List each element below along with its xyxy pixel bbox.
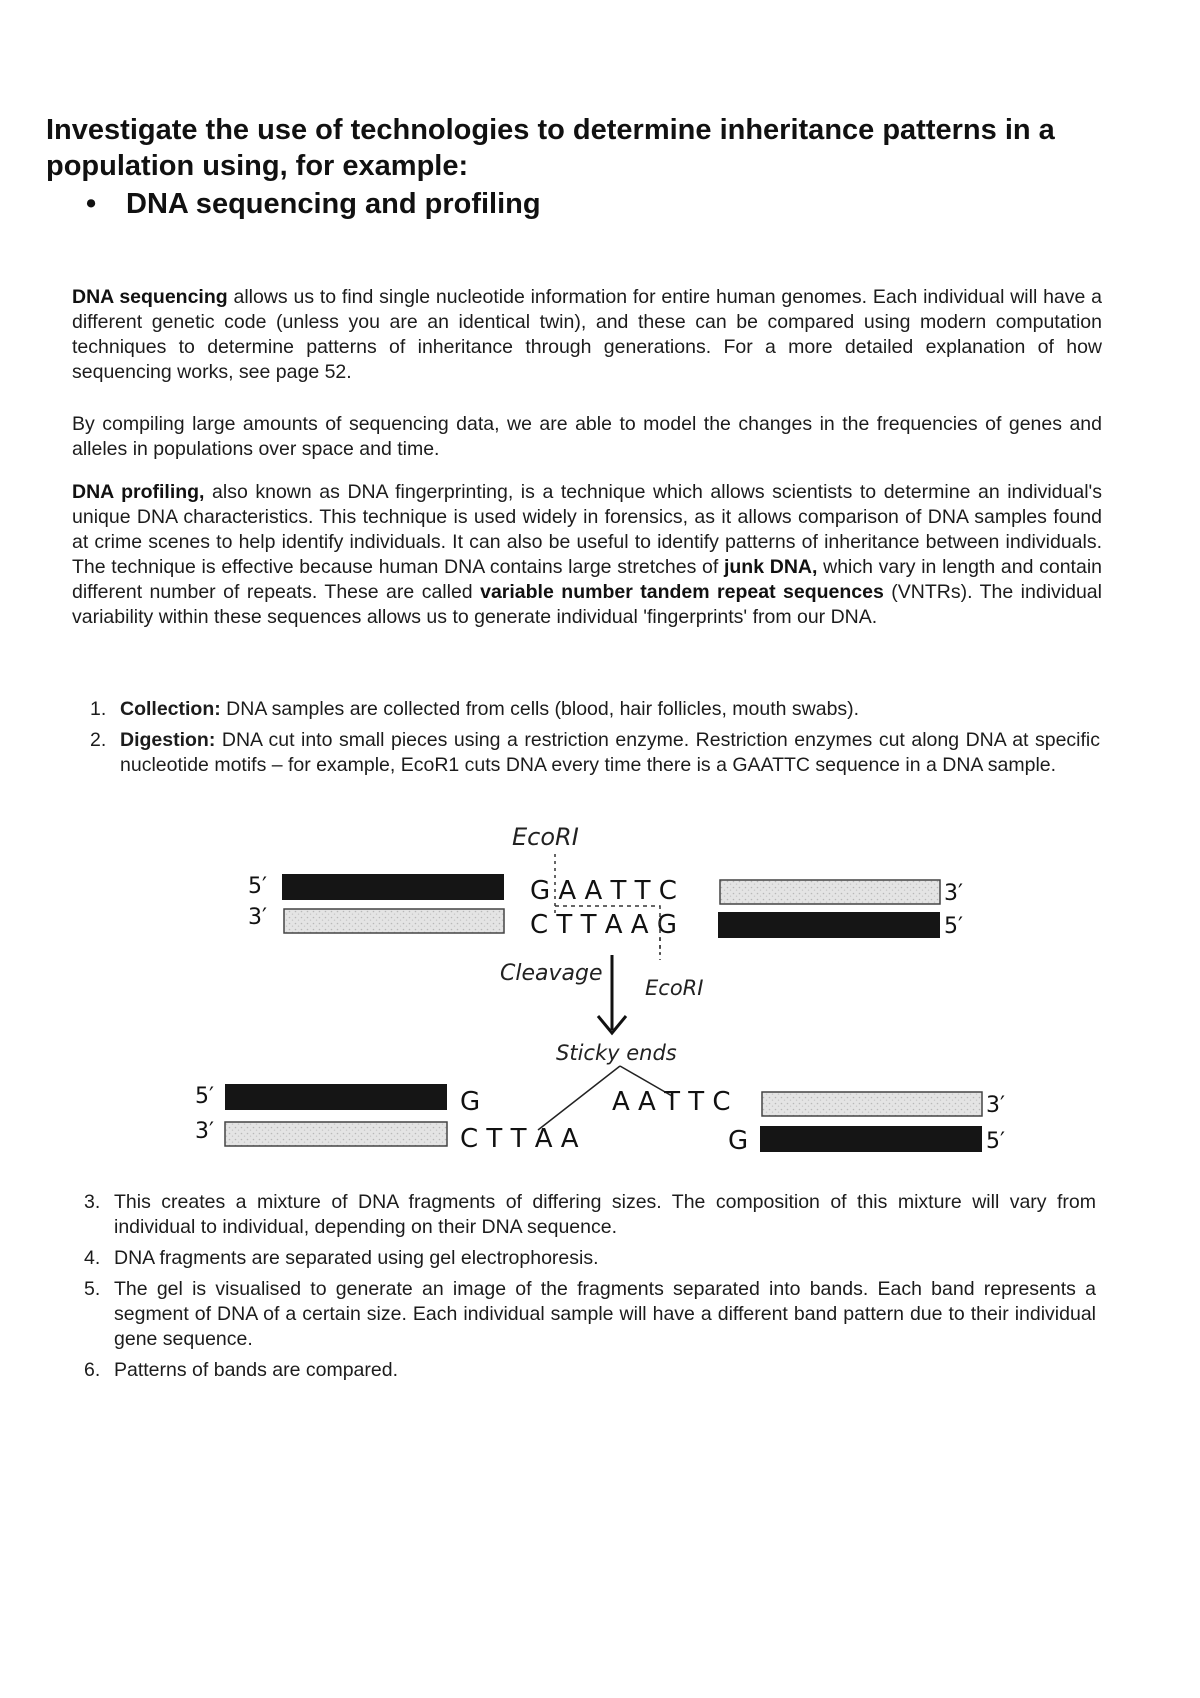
prime-5-label: 5′ (248, 874, 267, 899)
strand-dark-right (718, 912, 940, 938)
paragraph-text: also known as DNA fingerprinting, is a technique which allows scientists to determine an individual's unique DNA characteristics. This technique is used widely in forensics, as it allows comparison of DNA samples found at crime scenes to help identify individuals. It can also be useful to identify patterns of inheritance between individuals. The technique is effective because human DNA contains large stretches of (72, 481, 1102, 578)
prime-5-label: 5′ (986, 1129, 1005, 1154)
heading-bullet-item (86, 186, 1146, 222)
bottom-sequence: C T T A A G (530, 910, 677, 940)
page-heading (46, 112, 1146, 222)
step-text: DNA cut into small pieces using a restriction enzyme. Restriction enzymes cut along DNA at specific nucleotide motifs – for example, EcoR1 cuts DNA every time there is a GAATTC sequence in a DNA sample. (120, 729, 1100, 776)
paragraph-sequencing-data (72, 412, 1102, 462)
term-junk-dna: junk DNA, (723, 556, 818, 578)
right-top-end: A A T T C (612, 1087, 731, 1117)
left-bottom-end: C T T A A (460, 1124, 579, 1154)
fragment-light-right (762, 1092, 982, 1116)
paragraph-text: which vary in length and contain different number of repeats. These are called (72, 556, 1102, 603)
ecori-label-bottom: EcoRI (645, 976, 704, 1000)
step-number: 6. (84, 1359, 101, 1381)
step-title: Collection: (120, 698, 221, 720)
strand-light-left (284, 909, 504, 933)
strand-dark-left (282, 874, 504, 900)
step-number: 3. (84, 1191, 101, 1213)
paragraph-dna-sequencing (72, 285, 1102, 385)
paragraph-text: By compiling large amounts of sequencing data, we are able to model the changes in the frequencies of genes and alleles in populations over space and time. (72, 413, 1102, 460)
list-item (84, 1246, 1096, 1271)
steps-list-a (90, 697, 1100, 784)
cleavage-label: Cleavage (500, 961, 603, 986)
prime-3-label: 3′ (195, 1119, 214, 1144)
heading-line-2: population using, for example: (46, 150, 469, 182)
fragment-dark-right (760, 1126, 982, 1152)
step-number: 4. (84, 1247, 101, 1269)
term-vntr: variable number tandem repeat sequences (480, 581, 884, 603)
step-text: The gel is visualised to generate an image of the fragments separated into bands. Each band represents a segment of DNA of a certain size. Each individual sample will have a different band pattern due to their individual gene sequence. (114, 1278, 1096, 1350)
step-title: Digestion: (120, 729, 216, 751)
list-item (90, 697, 1100, 722)
paragraph-text: (VNTRs). The individual variability within these sequences allows us to generate individual 'fingerprints' from our DNA. (72, 581, 1102, 628)
sticky-ends-label: Sticky ends (556, 1041, 677, 1065)
right-bottom-end: G (728, 1126, 749, 1156)
list-item (84, 1277, 1096, 1352)
ecori-cleavage-diagram (0, 820, 1200, 1180)
prime-3-label: 3′ (248, 905, 267, 930)
step-text: DNA samples are collected from cells (blood, hair follicles, mouth swabs). (220, 698, 860, 720)
strand-light-right (720, 880, 940, 904)
top-sequence: G A A T T C (530, 876, 677, 906)
list-item (84, 1190, 1096, 1240)
prime-3-label: 3′ (986, 1093, 1005, 1118)
step-text: Patterns of bands are compared. (114, 1359, 398, 1381)
list-item (90, 728, 1100, 778)
term-dna-sequencing: DNA sequencing (72, 286, 228, 308)
ecori-label-top: EcoRI (512, 823, 579, 851)
prime-5-label: 5′ (944, 914, 963, 939)
sticky-ends-pointer-left (538, 1066, 620, 1130)
term-dna-profiling: DNA profiling, (72, 481, 205, 503)
step-text: This creates a mixture of DNA fragments of differing sizes. The composition of this mixture will vary from individual to individual, depending on their DNA sequence. (114, 1191, 1096, 1238)
steps-list-b (84, 1190, 1096, 1389)
prime-5-label: 5′ (195, 1084, 214, 1109)
step-text: DNA fragments are separated using gel electrophoresis. (114, 1247, 599, 1269)
list-item (84, 1358, 1096, 1383)
paragraph-text: allows us to find single nucleotide information for entire human genomes. Each individual will have a different genetic code (unless you are an identical twin), and these can be compared using modern computation techniques to determine patterns of inheritance through generations. For a more detailed explanation of how sequencing works, see page 52. (72, 286, 1102, 383)
left-top-end: G (460, 1087, 481, 1117)
step-number: 5. (84, 1278, 101, 1300)
step-number: 1. (90, 698, 107, 720)
heading-line-1: Investigate the use of technologies to determine inheritance patterns in a (46, 114, 1055, 146)
fragment-light-left (225, 1122, 447, 1146)
bullet-icon: • (86, 188, 97, 220)
step-number: 2. (90, 729, 107, 751)
paragraph-dna-profiling (72, 480, 1102, 630)
fragment-dark-left (225, 1084, 447, 1110)
prime-3-label: 3′ (944, 881, 963, 906)
heading-bullet-text: DNA sequencing and profiling (126, 188, 541, 220)
